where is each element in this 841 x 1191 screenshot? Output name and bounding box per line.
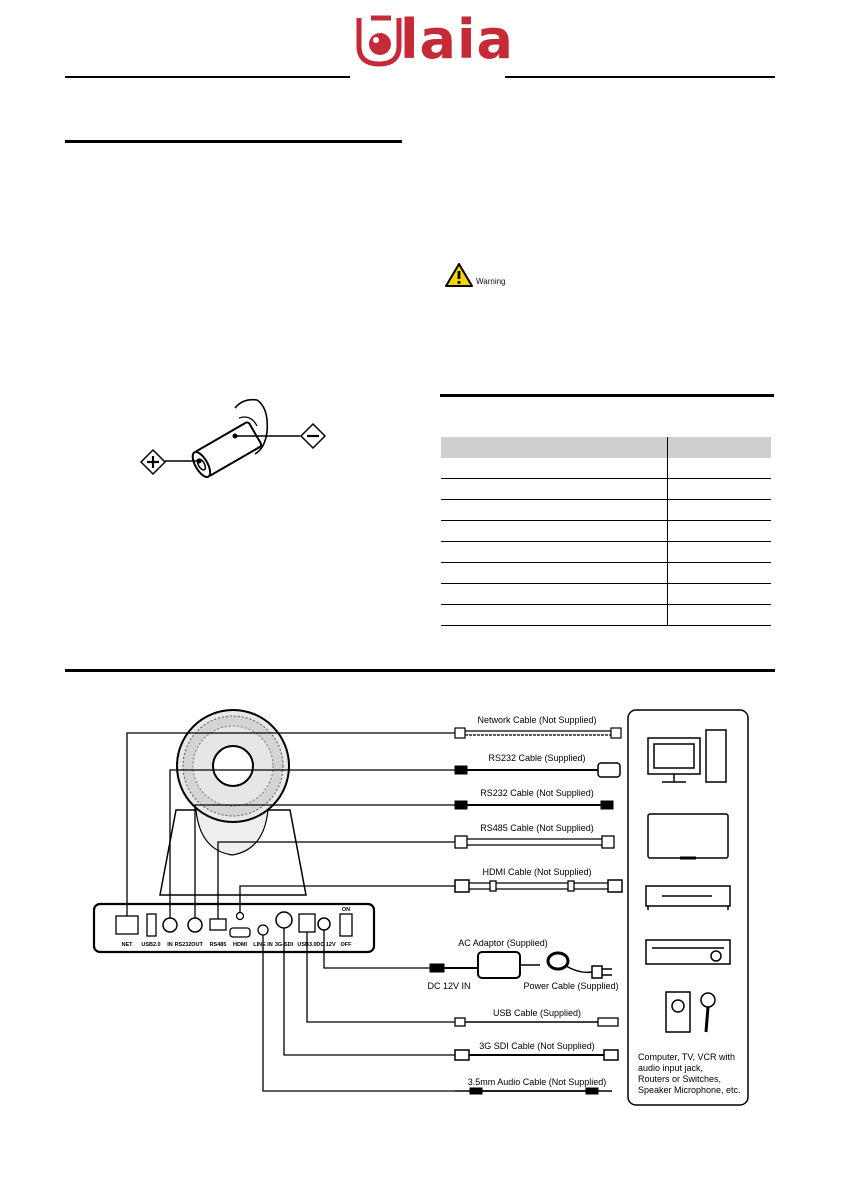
table-header-item [441, 437, 668, 458]
table-header-row [441, 437, 771, 458]
table-header-quantity [668, 437, 772, 458]
rs485-cable [455, 836, 614, 848]
port-label: RS485 [209, 942, 227, 948]
hdmi-cable [455, 880, 622, 892]
ac-adaptor [430, 952, 612, 978]
table-row [441, 542, 771, 563]
warning-label: Warning [476, 277, 506, 286]
rs232-supplied-cable [455, 763, 620, 777]
rs232-supplied-label: RS232 Cable (Supplied) [488, 753, 586, 763]
warning-triangle-icon [444, 262, 474, 288]
sdi-cable [455, 1050, 618, 1060]
section-rule-left [65, 140, 402, 143]
plus-icon [141, 450, 165, 474]
devices-panel [628, 710, 748, 1105]
port-label: USB2.0 [141, 942, 161, 948]
port-label: OUT [191, 942, 203, 948]
camera-illustration [94, 710, 374, 952]
usb-cable-label: USB Cable (Supplied) [492, 1008, 582, 1018]
audio-cable [455, 1088, 612, 1094]
accessory-table [441, 437, 771, 626]
port-label: ON [341, 907, 351, 913]
port-label: OFF [340, 942, 352, 948]
vcr-icon [646, 886, 730, 910]
table-row [441, 500, 771, 521]
port-label: NET [121, 942, 133, 948]
minus-icon [301, 424, 325, 448]
table-row [441, 563, 771, 584]
port-label: RS232 [174, 942, 192, 948]
port-label: HDMI [232, 942, 248, 948]
power-cable-label: Power Cable (Supplied) [523, 981, 619, 991]
devices-caption-line: Routers or Switches, [638, 1074, 722, 1084]
port-label: USB3.0 [297, 942, 317, 948]
network-cable [455, 728, 621, 738]
section-rule-connection [65, 669, 775, 672]
port-label: 3G-SDI [274, 942, 294, 948]
port-label: DC 12V [316, 942, 336, 948]
sdi-cable-label: 3G SDI Cable (Not Supplied) [479, 1041, 595, 1051]
rs485-label: RS485 Cable (Not Supplied) [480, 823, 594, 833]
audio-cable-label: 3.5mm Audio Cable (Not Supplied) [467, 1077, 607, 1087]
devices-caption-line: Computer, TV, VCR with [638, 1052, 736, 1062]
port-label: LINE IN [253, 942, 273, 948]
logo-wordmark: laia [400, 8, 514, 71]
section-rule-accessories [440, 394, 774, 397]
router-icon [646, 940, 730, 964]
speaker-icon [666, 992, 690, 1032]
rs232-not-supplied-label: RS232 Cable (Not Supplied) [480, 788, 594, 798]
usb-cable [455, 1018, 618, 1026]
devices-caption-line: Speaker Microphone, etc. [638, 1085, 741, 1095]
logo-mark-icon [355, 12, 403, 68]
dc-in-label: DC 12V IN [427, 981, 471, 991]
hdmi-label: HDMI Cable (Not Supplied) [482, 867, 592, 877]
table-row [441, 584, 771, 605]
network-cable-label: Network Cable (Not Supplied) [477, 715, 597, 725]
port-label: IN [167, 942, 173, 948]
tv-icon [648, 814, 728, 858]
table-row [441, 605, 771, 626]
header-rule-right [505, 76, 775, 78]
table-row [441, 458, 771, 479]
table-row [441, 479, 771, 500]
battery-illustration [135, 396, 335, 486]
computer-icon [648, 730, 726, 782]
rs232-not-supplied-cable [455, 801, 613, 809]
table-row [441, 521, 771, 542]
connection-diagram [0, 690, 841, 1120]
ac-adaptor-label: AC Adaptor (Supplied) [458, 938, 548, 948]
header-rule-left [65, 76, 350, 78]
cables [430, 728, 622, 1094]
devices-caption-line: audio input jack, [638, 1063, 704, 1073]
